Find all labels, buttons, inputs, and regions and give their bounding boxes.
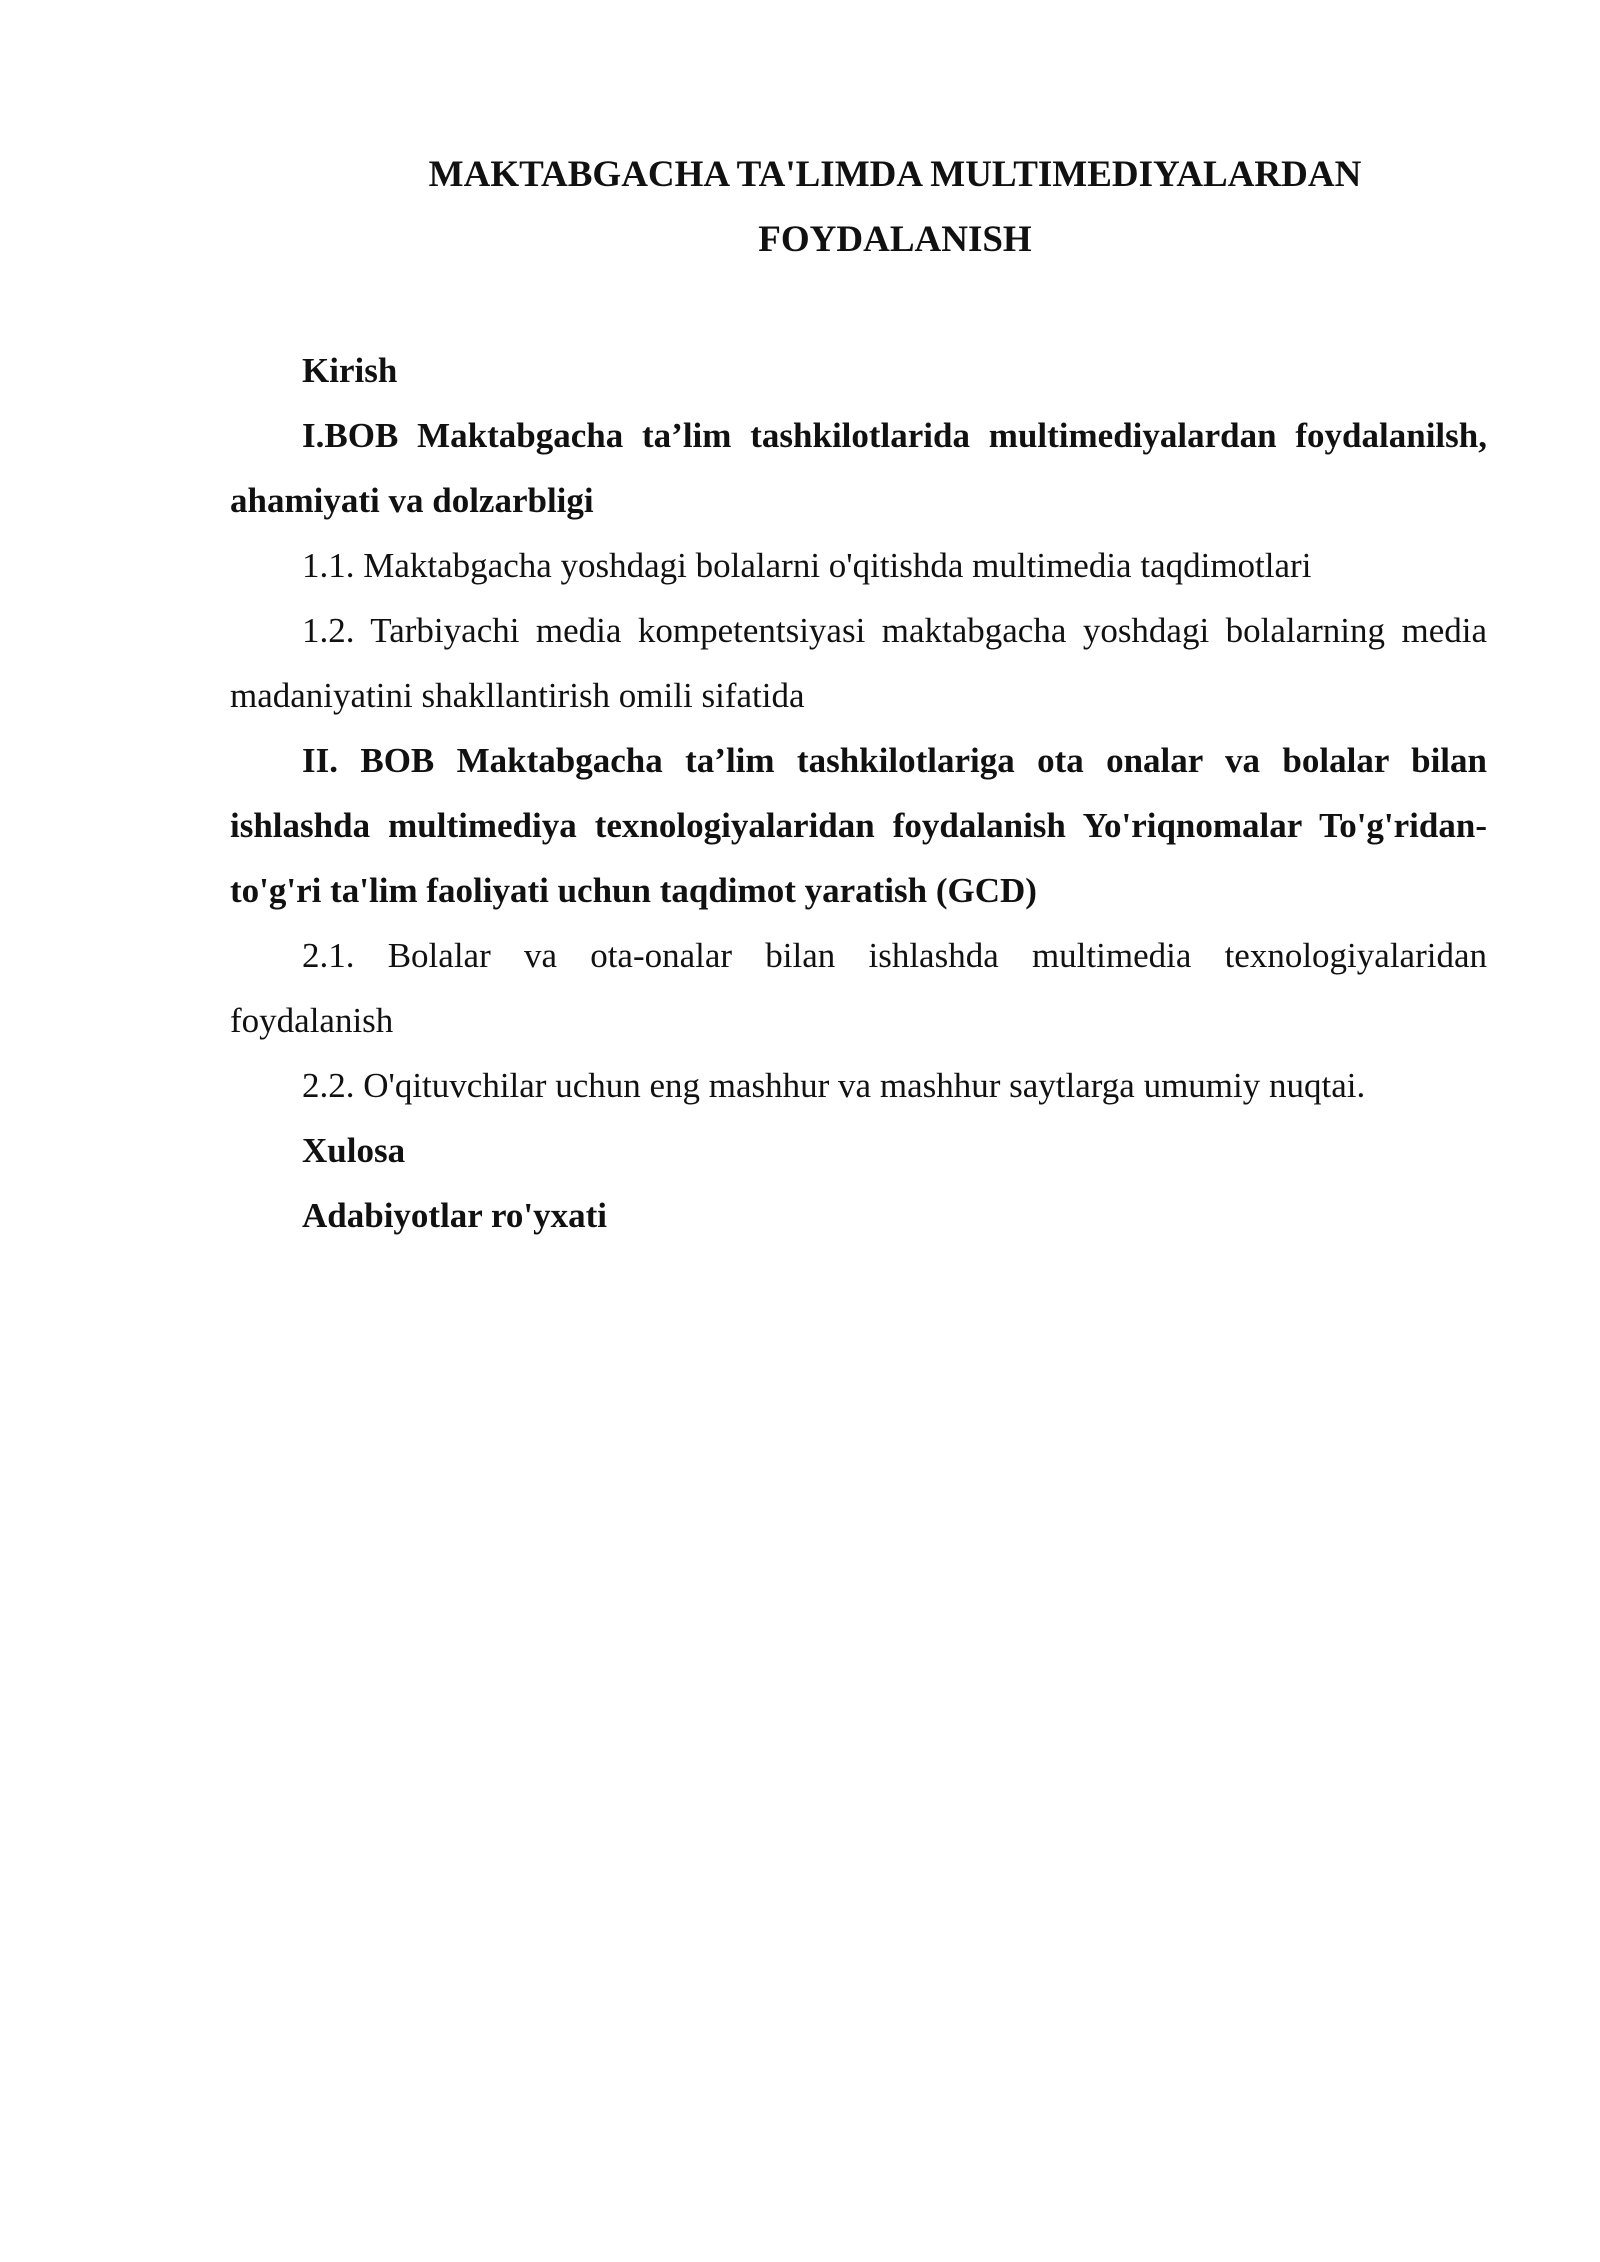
toc-entry-2-1: 2.1. Bolalar va ota-onalar bilan ishlashda multimedia texnologiyalaridan foydalanish [230,936,1487,1040]
toc-entry-kirish: Kirish [302,351,398,390]
document-title [230,142,1560,272]
toc-entry-1-1: 1.1. Maktabgacha yoshdagi bolalarni o'qitishda multimedia taqdimotlari [302,546,1312,585]
title-line-1: MAKTABGACHA TA'LIMDA MULTIMEDIYALARDAN [428,154,1362,195]
toc-entry-2-2: 2.2. O'qituvchilar uchun eng mashhur va mashhur saytlarga umumiy nuqtai. [302,1066,1366,1105]
toc-entry-xulosa: Xulosa [302,1131,406,1170]
toc-entry-adabiyotlar: Adabiyotlar ro'yxati [302,1196,607,1235]
title-line-2: FOYDALANISH [758,219,1032,260]
toc-entry-chapter-2: II. BOB Maktabgacha ta’lim tashkilotlariga ota onalar va bolalar bilan ishlashda multimediya texnologiyalaridan foydalanish Yo'riqnomalar To'g'ridan-to'g'ri ta'lim faoliyati uchun taqdimot yaratish (GCD) [230,741,1487,910]
toc-entry-1-2: 1.2. Tarbiyachi media kompetentsiyasi maktabgacha yoshdagi bolalarning media madaniyatini shakllantirish omili sifatida [230,611,1487,715]
table-of-contents [230,338,1487,1248]
toc-entry-chapter-1: I.BOB Maktabgacha ta’lim tashkilotlarida multimediyalardan foydalanilsh, ahamiyati va dolzarbligi [230,416,1487,520]
